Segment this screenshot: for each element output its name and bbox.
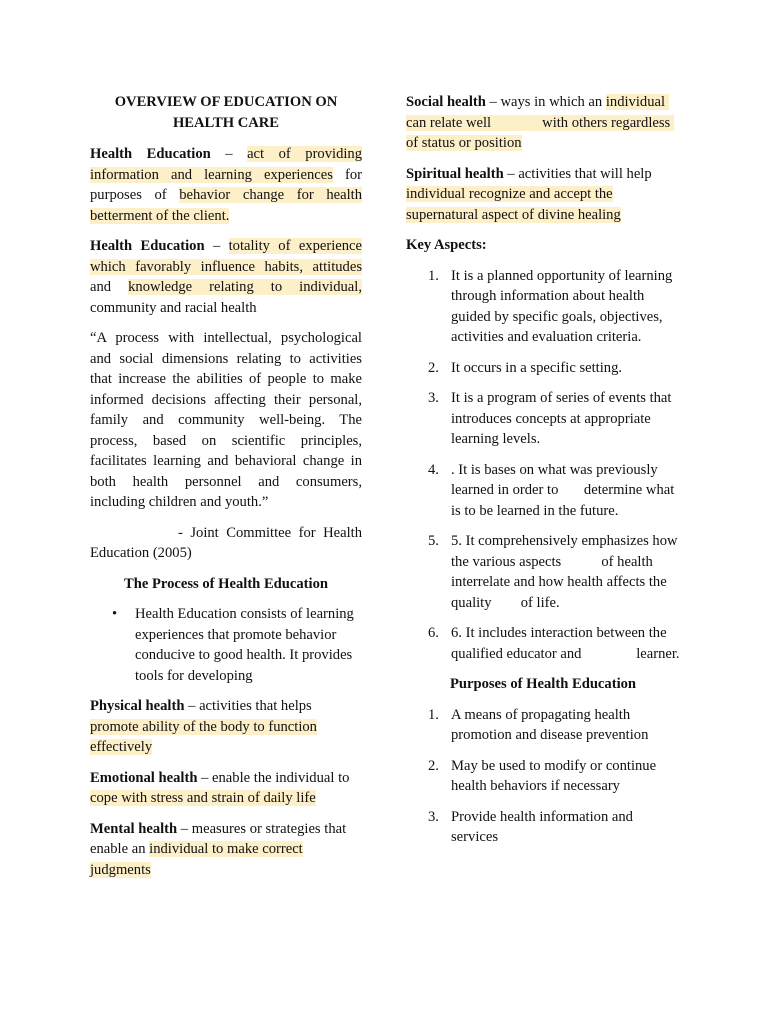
mental-health: [90, 819, 362, 881]
term: Health Education: [90, 238, 205, 254]
text: – activities that helps: [184, 698, 312, 714]
spiritual-health: [406, 164, 680, 226]
term: Health Education: [90, 146, 211, 162]
left-column: [90, 92, 362, 890]
highlight: totality of experience which favorably influence habits, attitudes: [90, 238, 363, 275]
list-number: 1.: [428, 267, 439, 284]
list-item-text: Health Education consists of learning experiences that promote behavior conducive to good health. It provides tools for developing: [135, 606, 354, 684]
list-number: 5.: [428, 533, 439, 549]
list-item-text: 5. It comprehensively emphasizes how the various aspects of health interrelate and how health affects the quality of life.: [451, 533, 682, 611]
text: – activities that will help: [503, 165, 652, 182]
text: – ways in which an: [485, 94, 606, 110]
list-item: [406, 531, 680, 613]
highlight: individual can relate well with others regardless of status or position: [406, 94, 674, 151]
highlight: promote ability of the body to function effectively: [90, 718, 317, 755]
list-item: [406, 623, 680, 664]
process-list: [90, 604, 362, 686]
key-aspects-list: [406, 266, 680, 665]
attribution: [90, 523, 362, 564]
list-item-text: It occurs in a specific setting.: [451, 359, 623, 376]
list-number: 2.: [428, 359, 439, 376]
text: for purposes of: [90, 166, 363, 203]
key-aspects-heading: Key Aspects:: [406, 237, 487, 253]
list-item: [406, 460, 680, 522]
list-item-text: It is a planned opportunity of learning through information about health guided by specific goals, objectives, activities and evaluation criteria.: [451, 267, 676, 345]
list-item: [406, 358, 680, 379]
term: Spiritual health: [406, 165, 504, 182]
term: Emotional health: [90, 769, 198, 786]
purposes-list: [406, 705, 680, 848]
list-item-text: Provide health information and services: [451, 808, 633, 845]
list-item: [406, 756, 680, 797]
highlight: individual recognize and accept the supernatural aspect of divine healing: [406, 186, 621, 223]
document-title: OVERVIEW OF EDUCATION ON HEALTH CARE: [114, 94, 338, 131]
list-item: [90, 604, 362, 686]
health-education-definition-1: [90, 144, 362, 226]
list-item-text: . It is bases on what was previously learned in order to determine what is to be learned in the future.: [451, 461, 678, 519]
list-item: [406, 807, 680, 848]
list-item: [406, 388, 680, 450]
list-number: 2.: [428, 757, 439, 774]
list-number: 4.: [428, 461, 439, 478]
social-health: [406, 92, 680, 154]
term: Social health: [406, 94, 486, 110]
emotional-health: [90, 768, 362, 809]
physical-health: [90, 696, 362, 758]
dash: –: [204, 238, 229, 254]
list-item-text: May be used to modify or continue health behaviors if necessary: [451, 757, 657, 794]
term: Mental health: [90, 820, 178, 837]
list-number: 1.: [428, 706, 439, 723]
list-number: 6.: [428, 625, 439, 641]
list-item: [406, 266, 680, 348]
highlight: behavior change for health betterment of the client.: [90, 187, 362, 224]
list-item-text: A means of propagating health promotion and disease prevention: [451, 706, 649, 743]
right-column: [406, 92, 680, 858]
purposes-heading: Purposes of Health Education: [449, 676, 637, 692]
bullet-icon: •: [112, 606, 118, 622]
quote: “A process with intellectual, psychological and social dimensions relating to activities that increase the abilities of people to make informed decisions affecting their personal, family and community well-being. The process, based on scientific principles, facilitates learning and behavioral change in both health personnel and consumers, including children and youth.”: [90, 330, 362, 510]
highlight: individual to make correct judgments: [90, 841, 303, 878]
process-heading: The Process of Health Education: [123, 575, 329, 592]
term: Physical health: [90, 698, 185, 714]
list-number: 3.: [428, 808, 439, 825]
text: – measures or strategies that enable an: [90, 820, 347, 857]
list-item: [406, 705, 680, 746]
list-item-text: 6. It includes interaction between the qualified educator and learner.: [451, 625, 680, 662]
text: and: [90, 279, 129, 295]
dash: –: [210, 146, 248, 162]
attribution-text: - Joint Committee for Health Education (2005): [90, 524, 362, 561]
text: community and racial health: [90, 299, 257, 316]
text: – enable the individual to: [197, 769, 350, 786]
highlight: knowledge relating to individual,: [128, 279, 362, 295]
list-number: 3.: [428, 390, 439, 406]
health-education-definition-2: [90, 236, 362, 318]
list-item-text: It is a program of series of events that introduces concepts at appropriate learning levels.: [451, 390, 676, 447]
highlight: act of providing information and learning experiences: [90, 146, 363, 183]
highlight: cope with stress and strain of daily life: [90, 790, 316, 806]
